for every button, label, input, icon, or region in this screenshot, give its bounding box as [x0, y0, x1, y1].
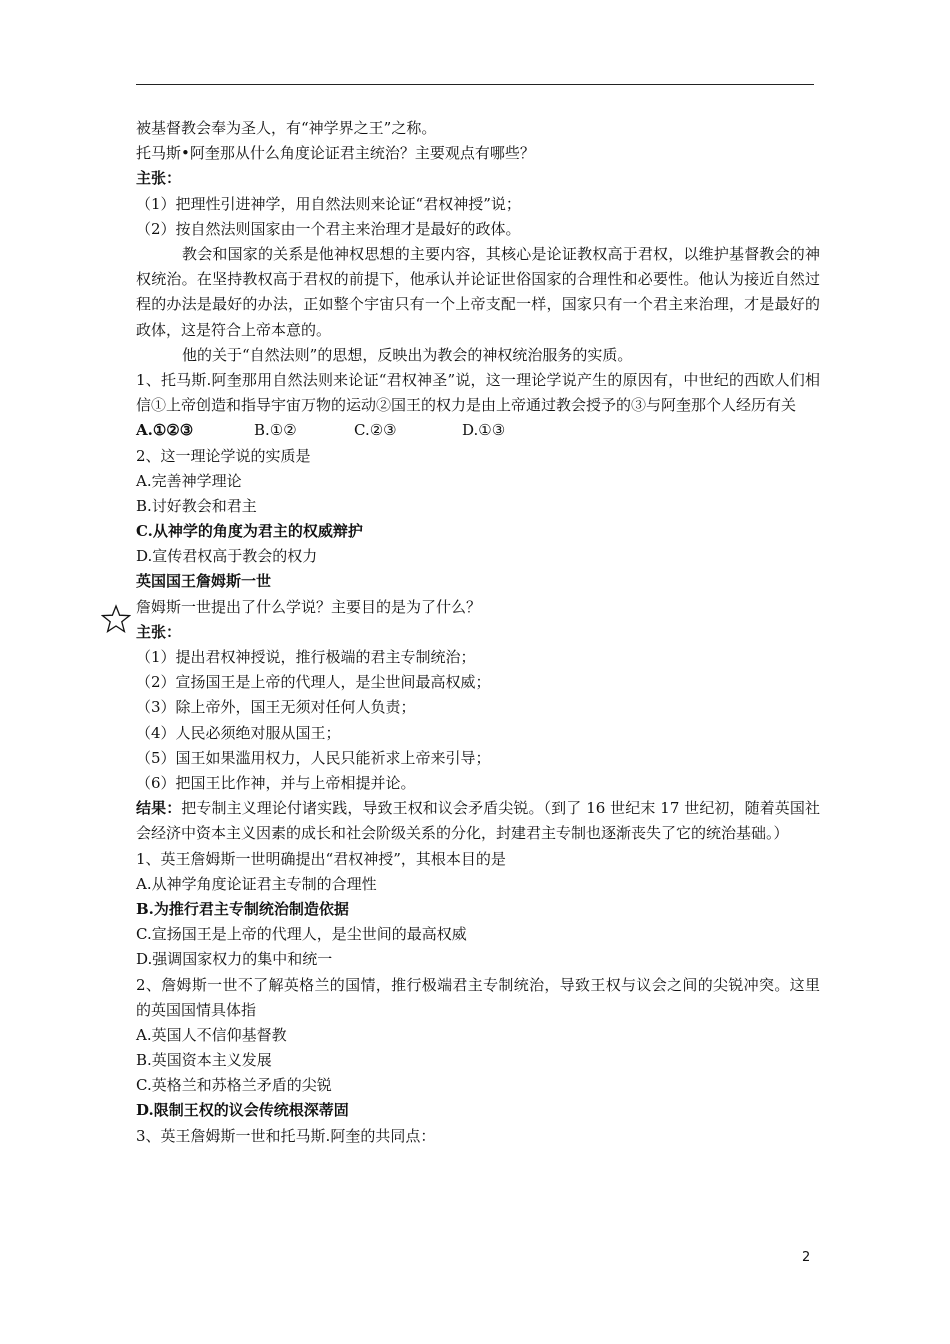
option-item: D.宣传君权高于教会的权力: [136, 547, 318, 566]
question-line: 詹姆斯一世提出了什么学说？主要目的是为了什么？: [136, 597, 482, 616]
option-item-answer: B.为推行君主专制统治制造依据: [136, 899, 349, 918]
option-item: A.从神学角度论证君主专制的合理性: [136, 874, 377, 893]
question-line: 托马斯•阿奎那从什么角度论证君主统治？主要观点有哪些？: [136, 144, 535, 163]
list-item: （1）提出君权神授说，推行极端的君主专制统治；: [136, 648, 476, 667]
option-c: C.②③: [354, 421, 397, 440]
options-row: [136, 418, 820, 443]
header-rule: [136, 84, 814, 85]
option-a: A.①②③: [136, 421, 194, 440]
paragraph: 教会和国家的关系是他神权思想的主要内容，其核心是论证教权高于君权，以维护基督教会的神权统治。在坚持教权高于君权的前提下，他承认并论证世俗国家的合理性和必要性。他认为接近自然过程的办法是最好的办法，正如整个宇宙只有一个上帝支配一样，国家只有一个君主来治理，才是最好的政体，这是符合上帝本意的。: [136, 244, 820, 339]
list-item: （6）把国王比作神，并与上帝相提并论。: [136, 773, 416, 792]
result-paragraph: [136, 796, 820, 846]
list-item: （2）按自然法则国家由一个君主来治理才是最好的政体。: [136, 219, 521, 238]
option-item: B.英国资本主义发展: [136, 1051, 272, 1070]
section-label: 主张：: [136, 622, 182, 641]
page-number: 2: [802, 1250, 811, 1265]
option-b: B.①②: [254, 421, 297, 440]
question-text: 2、这一理论学说的实质是: [136, 446, 311, 465]
list-item: （1）把理性引进神学，用自然法则来论证“君权神授”说；: [136, 194, 521, 213]
option-item-answer: C.从神学的角度为君主的权威辩护: [136, 522, 363, 541]
result-label: 结果：: [136, 799, 182, 818]
star-icon: [101, 604, 131, 634]
option-item: A.完善神学理论: [136, 471, 242, 490]
list-item: （3）除上帝外，国王无须对任何人负责；: [136, 698, 416, 717]
list-item: （5）国王如果滥用权力，人民只能祈求上帝来引导；: [136, 748, 491, 767]
option-item: B.讨好教会和君主: [136, 496, 257, 515]
section-heading: 英国国王詹姆斯一世: [136, 572, 272, 591]
question-text: 3、英王詹姆斯一世和托马斯.阿奎的共同点：: [136, 1126, 436, 1145]
list-item: （2）宣扬国王是上帝的代理人，是尘世间最高权威；: [136, 673, 491, 692]
list-item: （4）人民必须绝对服从国王；: [136, 723, 341, 742]
paragraph: 他的关于“自然法则”的思想，反映出为教会的神权统治服务的实质。: [182, 345, 633, 364]
option-item: C.宣扬国王是上帝的代理人，是尘世间的最高权威: [136, 925, 467, 944]
section-label: 主张：: [136, 169, 182, 188]
document-body: [136, 116, 820, 1149]
question-text: 2、詹姆斯一世不了解英格兰的国情，推行极端君主专制统治，导致王权与议会之间的尖锐冲突。这里的英国国情具体指: [136, 975, 820, 1019]
question-text: 1、英王詹姆斯一世明确提出“君权神授”，其根本目的是: [136, 849, 506, 868]
option-d: D.①③: [462, 421, 506, 440]
option-item-answer: D.限制王权的议会传统根深蒂固: [136, 1101, 349, 1120]
question-text: 1、托马斯.阿奎那用自然法则来论证“君权神圣”说，这一理论学说产生的原因有，中世纪的西欧人们相信①上帝创造和指导宇宙万物的运动②国王的权力是由上帝通过教会授予的③与阿奎那个人经历有关: [136, 370, 820, 415]
result-text: 把专制主义理论付诸实践，导致王权和议会矛盾尖锐。（到了 16 世纪末 17 世纪初，随着英国社会经济中资本主义因素的成长和社会阶级关系的分化，封建君主专制也逐渐丧失了它的统治基础。）: [136, 799, 820, 843]
option-item: A.英国人不信仰基督教: [136, 1025, 287, 1044]
option-item: D.强调国家权力的集中和统一: [136, 950, 333, 969]
option-item: C.英格兰和苏格兰矛盾的尖锐: [136, 1076, 332, 1095]
text-line: 被基督教会奉为圣人，有“神学界之王”之称。: [136, 119, 437, 137]
